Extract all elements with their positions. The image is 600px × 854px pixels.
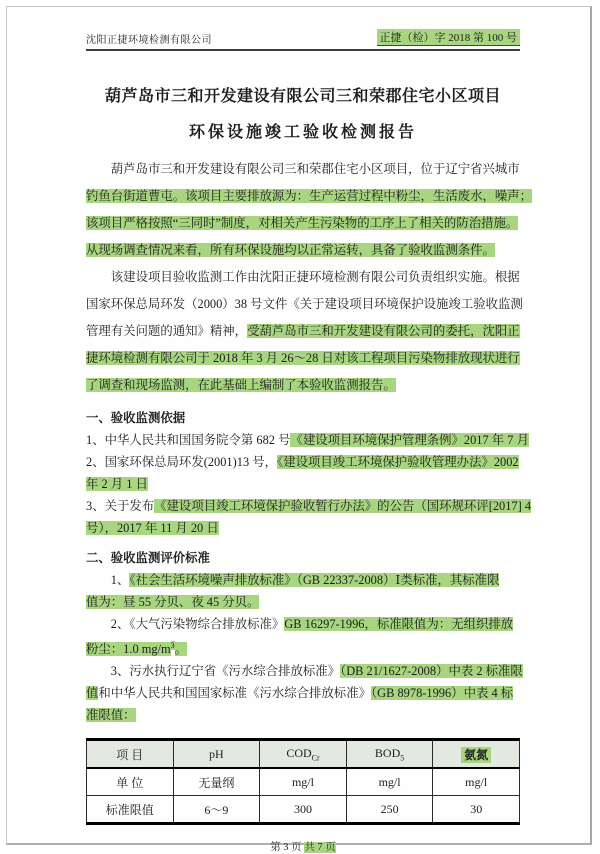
unit-cell-ammonia: mg/l: [433, 768, 520, 796]
text-line: [86, 407, 520, 429]
header-bod-label: BOD: [374, 745, 401, 760]
highlighted-text: 共 7 页: [304, 842, 336, 854]
highlighted-text: 。: [174, 642, 188, 657]
page-content: [7, 7, 590, 854]
header-ph-label: pH: [209, 746, 224, 761]
header-cod-subscript: Cr: [311, 753, 320, 763]
limit-cell-bod: 250: [346, 796, 433, 824]
limit-row: [87, 796, 520, 824]
header-cod-label: COD: [286, 745, 312, 760]
text-line: [86, 704, 520, 726]
limit-cell-ph: 6～9: [173, 796, 260, 824]
text-line: [86, 517, 520, 539]
text-line: [86, 345, 520, 372]
header-cell-item: [87, 740, 174, 769]
title-block: [86, 83, 520, 142]
text-line: [86, 473, 520, 495]
highlighted-text: 《建设项目环境保护管理条例》2017 年 7 月: [290, 433, 529, 447]
section-heading: [86, 407, 520, 429]
text-block: [86, 264, 523, 399]
highlighted-text: （DB 21/1627-2008）中表 2 标准限: [340, 664, 523, 679]
company-name: 沈阳正捷环境检测有限公司: [86, 35, 212, 46]
limit-row-label: 标准限值: [87, 796, 174, 824]
text-line: [86, 569, 520, 591]
header-cell-ph: [173, 740, 260, 769]
document-body: [86, 156, 533, 726]
highlighted-text: 3: [170, 641, 175, 650]
highlighted-text: 值为：昼 55 分贝、夜 45 分贝。: [86, 595, 260, 609]
highlighted-text: 该项目严格按照“三同时”制度，对相关产生污染物的工序上了相关的防治措施。: [86, 216, 519, 230]
highlighted-text: 《建设项目竣工环境保护验收暂行办法》的公告（国环规环评[2017] 4: [154, 499, 532, 513]
text-line: [86, 372, 520, 399]
highlighted-text: 粉尘：1.0 mg/m: [86, 642, 171, 657]
text-line: [86, 237, 520, 264]
text-line: [86, 495, 532, 517]
header-ammonia-label: 氨氮: [461, 747, 491, 763]
header-item-label: 项 目: [116, 747, 144, 762]
header-bod-subscript: 5: [400, 753, 405, 763]
highlighted-text: 号），2017 年 11 月 20 日: [86, 521, 219, 535]
highlighted-text: 捷环境检测有限公司于 2018 年 3 月 26～28 日对该工程项目污染物排放现状进行: [86, 351, 520, 365]
document-header: [86, 29, 520, 51]
highlighted-text: GB 16297-1996，标准限值为：无组织排放: [284, 617, 514, 631]
header-cell-ammonia: [433, 740, 520, 769]
text-line: [86, 613, 520, 635]
text-block: [86, 569, 523, 726]
text-segment: 1、中华人民共和国国务院令第 682 号: [86, 433, 291, 447]
text-segment: 葫芦岛市三和开发建设有限公司三和荣郡住宅小区项目，位于辽宁省兴城市: [110, 162, 520, 176]
highlighted-text: 钓鱼台街道曹屯。该项目主要排放源为：生产运营过程中粉尘，生活废水，噪声；: [86, 189, 533, 203]
text-line: [86, 591, 520, 613]
text-segment: 管理有关问题的通知》精神，: [86, 324, 248, 338]
highlighted-text: 值: [86, 686, 99, 701]
text-segment: 2、国家环保总局环发(2001)13 号，: [86, 455, 278, 469]
highlighted-text: 年 2 月 1 日: [86, 477, 148, 491]
header-cell-cod: [260, 740, 347, 769]
highlighted-text: 《社会生活环境噪声排放标准》（GB 22337-2008）Ⅰ类标准，其标准限: [129, 573, 500, 587]
document-number: 正捷（检）字 2018 第 100 号: [377, 29, 521, 46]
text-segment: 2、《大气污染物综合排放标准》: [110, 617, 285, 631]
text-line: [86, 547, 520, 569]
text-segment: 3、污水执行辽宁省《污水综合排放标准》: [110, 664, 341, 679]
unit-cell-bod: mg/l: [346, 768, 433, 796]
highlighted-text: 《建设项目竣工环境保护验收管理办法》2002: [277, 455, 519, 469]
highlighted-text: 准限值：: [86, 708, 136, 723]
highlighted-text: （GB 8978-1996）中表 4 标: [370, 686, 514, 701]
wastewater-standards-table: [86, 738, 520, 825]
text-segment: 一、验收监测依据: [86, 411, 186, 425]
text-line: [86, 156, 520, 183]
unit-row-label: 单 位: [87, 768, 174, 796]
text-segment: 该建设项目验收监测工作由沈阳正捷环境检测有限公司负责组织实施。根据: [110, 270, 520, 284]
text-segment: 3、关于发布: [86, 499, 155, 513]
highlighted-text: 受葫芦岛市三和开发建设有限公司的委托，沈阳正: [247, 324, 520, 338]
text-segment: 1、: [110, 573, 130, 587]
limit-cell-ammonia: 30: [433, 796, 520, 824]
report-title-line-1: 葫芦岛市三和开发建设有限公司三和荣郡住宅小区项目: [104, 88, 501, 105]
text-line: [86, 682, 520, 704]
text-line: [86, 635, 520, 660]
text-block: [86, 156, 533, 264]
text-line: [86, 429, 529, 451]
text-segment: 国家环保总局环发（2000）38 号文件《关于建设项目环境保护设施竣工验收监测: [86, 297, 523, 311]
unit-cell-cod: mg/l: [260, 768, 347, 796]
page-footer: [86, 839, 520, 854]
text-line: [86, 183, 533, 210]
text-line: [86, 318, 520, 345]
text-line: [86, 451, 520, 473]
text-block: [86, 429, 532, 539]
unit-row: [87, 768, 520, 796]
section-heading: [86, 547, 520, 569]
text-line: [86, 264, 520, 291]
text-line: [86, 660, 523, 682]
text-segment: 二、验收监测评价标准: [86, 551, 210, 565]
unit-cell-ph: 无量纲: [173, 768, 260, 796]
document-page: [6, 6, 592, 854]
text-segment: 和中华人民共和国国家标准《污水综合排放标准》: [98, 686, 371, 701]
text-segment: 第 3 页: [270, 842, 305, 854]
table-header-row: [87, 740, 520, 769]
text-line: [86, 210, 520, 237]
highlighted-text: 了调查和现场监测，在此基础上编制了本验收监测报告。: [86, 378, 396, 392]
limit-cell-cod: 300: [260, 796, 347, 824]
header-cell-bod: [346, 740, 433, 769]
highlighted-text: 从现场调查情况来看，所有环保设施均以正常运转，具备了验收监测条件。: [86, 243, 495, 257]
text-line: [86, 291, 523, 318]
report-title-line-2: 环保设施竣工验收检测报告: [188, 124, 417, 141]
